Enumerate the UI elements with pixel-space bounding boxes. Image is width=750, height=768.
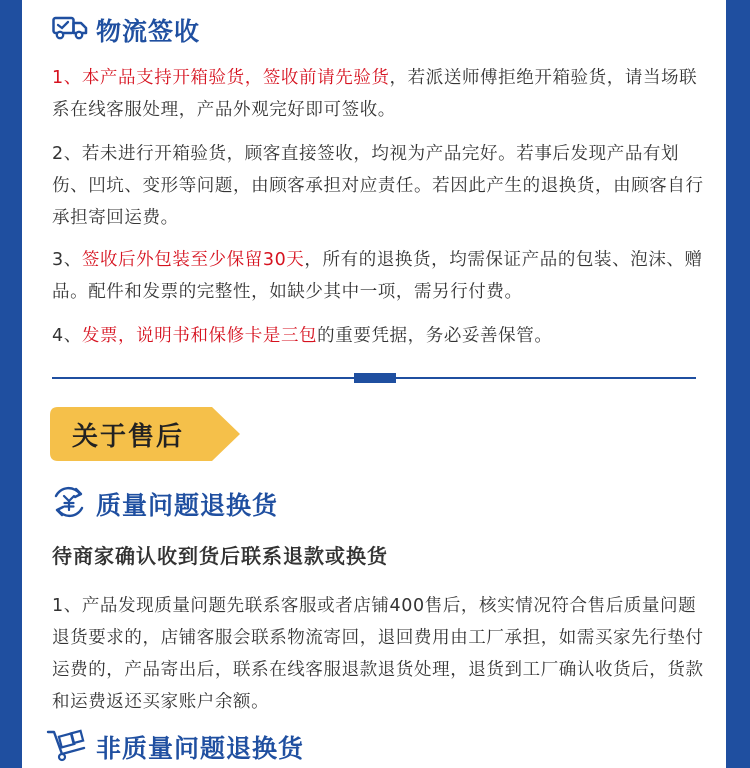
logistics-header — [52, 12, 200, 48]
non-quality-header — [46, 728, 304, 766]
quality-subheading: 待商家确认收到货后联系退款或换货 — [52, 544, 388, 568]
after-sales-banner — [50, 407, 240, 461]
logistics-item-3-prefix: 3、 — [52, 250, 82, 270]
delivery-truck-icon — [52, 15, 88, 45]
quality-paragraph: 1、产品发现质量问题先联系客服或者店铺400售后，核实情况符合售后质量问题退货要求的，店铺客服会联系物流寄回，退回费用由工厂承担，如需买家先行垫付运费的，产品寄出后，联系在线客服退款退货处理，退货到工厂确认收货后，货款和运费返还买家账户余额。 — [52, 596, 704, 712]
logistics-item-3-text: ，所有的退换货，均需保证产品的包装、泡沫、赠品。配件和发票的完整性，如缺少其中一项，需另行付费。 — [52, 250, 703, 302]
logistics-item-2 — [52, 138, 712, 234]
logistics-item-1-highlight: 1、本产品支持开箱验货，签收前请先验货 — [52, 68, 390, 88]
after-sales-banner-label: 关于售后 — [72, 422, 185, 452]
quality-title: 质量问题退换货 — [96, 491, 279, 520]
logistics-item-1 — [52, 62, 712, 126]
logistics-item-3 — [52, 244, 712, 308]
hand-truck-icon — [46, 728, 88, 766]
logistics-item-3-highlight: 签收后外包装至少保留30天 — [81, 250, 305, 270]
logistics-item-1-text: ，若派送师傅拒绝开箱验货，请当场联系在线客服处理，产品外观完好即可签收。 — [52, 68, 698, 120]
yuan-exchange-icon — [50, 486, 88, 522]
logistics-item-4-prefix: 4、 — [52, 326, 82, 346]
logistics-item-4-text: 的重要凭据，务必妥善保管。 — [317, 326, 553, 346]
logistics-item-4-highlight: 发票，说明书和保修卡是三包 — [81, 326, 318, 346]
logistics-item-2-text: 2、若未进行开箱验货，顾客直接签收，均视为产品完好。若事后发现产品有划伤、凹坑、变形等问题，由顾客承担对应责任。若因此产生的退换货，由顾客自行承担寄回运费。 — [52, 144, 704, 228]
section-divider-accent — [354, 373, 396, 383]
logistics-item-4 — [52, 320, 712, 352]
logistics-title: 物流签收 — [96, 17, 201, 46]
quality-header — [50, 486, 278, 522]
non-quality-title: 非质量问题退换货 — [96, 734, 305, 763]
page-content — [22, 0, 726, 768]
